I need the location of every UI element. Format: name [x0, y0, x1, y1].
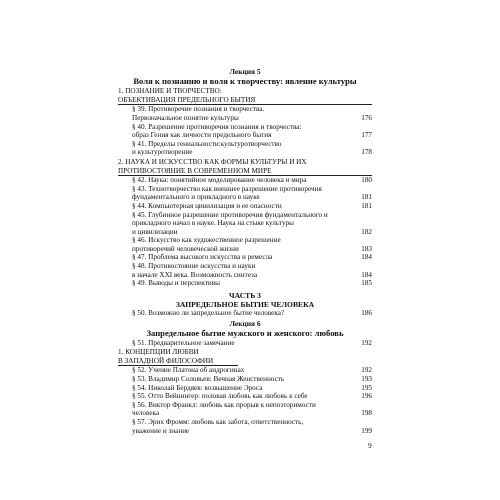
toc-entry-text: в начале XXI века. Возможность синтеза	[132, 270, 258, 279]
toc-entry-text: § 55. Отто Вейнингер: половая любовь как любовь к себе	[132, 392, 308, 401]
section-heading-line: 2. НАУКА И ИСКУССТВО КАК ФОРМЫ КУЛЬТУРЫ И ИХ	[118, 157, 307, 166]
toc-entry-text: § 51. Предварительное замечание	[132, 338, 235, 347]
toc-entry-text: уважение и знание	[132, 426, 190, 435]
table-of-contents	[118, 68, 372, 435]
toc-entry-text: человека	[132, 409, 160, 418]
toc-page-number: 196	[361, 392, 372, 401]
toc-entry-text: § 41. Пределы гениальности:культуротворчество	[132, 139, 282, 148]
toc-entry	[118, 279, 372, 288]
toc-entry-text: фундаментального и прикладного в науке	[132, 193, 260, 202]
toc-entry-text: § 49. Выводы и перспективы	[132, 279, 220, 288]
toc-page-number: 192	[361, 366, 372, 375]
toc-entry-text: § 52. Учение Платона об андрогинах	[132, 366, 245, 375]
toc-page-number: 195	[361, 383, 372, 392]
toc-page-number: 198	[361, 409, 372, 418]
toc-entry-text: Первоначальное понятие культуры	[132, 113, 239, 122]
toc-entry-text: § 44. Компьютерная цивилизация и ее опасности	[132, 201, 282, 210]
toc-entry-text: § 56. Виктор Франкл: любовь как прорыв к непозторимости	[132, 400, 316, 409]
page-number: 9	[368, 441, 372, 450]
toc-entry	[118, 384, 372, 393]
toc-page-number: 176	[361, 113, 372, 122]
toc-entry-text: § 40. Разрешение противоречия познания и творчества:	[132, 122, 302, 131]
toc-page-number: 184	[361, 253, 372, 262]
toc-page-number: 199	[361, 426, 372, 435]
toc-entry-text: § 43. Технотворчество как внешнее разрешение противоречия	[132, 184, 322, 193]
section-heading-line: 1. КОНЦЕПЦИИ ЛЮБВИ	[118, 348, 199, 357]
lecture-5-title: Воля к познанию и воля к творчеству: явление культуры	[133, 75, 357, 86]
section-heading-line: ПРОТИВОСТОЯНИЕ В СОВРЕМЕННОМ МИРЕ	[118, 166, 272, 175]
toc-entry-text: и культуротворение	[132, 148, 193, 157]
toc-page-number: 177	[361, 131, 372, 140]
toc-entry-text: § 45. Глубинное разрешение противоречия фундаментального и	[132, 210, 328, 219]
toc-entry	[118, 401, 372, 418]
toc-entry	[118, 339, 372, 348]
toc-entry-text: противоречий человеческой жизни	[132, 244, 239, 253]
part-3-label: ЧАСТЬ 3	[229, 290, 261, 300]
toc-page-number: 193	[361, 375, 372, 383]
toc-entry	[118, 253, 372, 262]
toc-entry-text: § 50. Возможно ли запредельное бытие человека?	[132, 308, 285, 317]
toc-page-number: 192	[361, 338, 372, 347]
toc-entry-text: прикладного начал в науке. Наука на стыке культуры	[132, 219, 294, 228]
toc-page-number: 183	[361, 244, 372, 253]
toc-entry-text: § 39. Противоречие познания и творчества.	[132, 105, 265, 114]
toc-entry	[118, 375, 372, 384]
toc-entry	[118, 236, 372, 253]
toc-entry-text: § 54. Николай Бердяев: возвышение Эроса	[132, 383, 263, 392]
section-heading	[118, 158, 372, 175]
toc-page-number: 181	[361, 193, 372, 202]
toc-page-number: 185	[361, 279, 372, 288]
toc-entry	[118, 185, 372, 202]
toc-entry	[118, 211, 372, 237]
section-heading	[118, 87, 372, 104]
lecture-6-title: Запредельное бытие мужского и женского: любовь	[146, 328, 344, 339]
toc-entry-text: и цивилизации	[132, 227, 178, 236]
toc-entry	[118, 392, 372, 401]
toc-page-number: 186	[361, 308, 372, 317]
toc-entry-text: § 53. Владимир Соловьев: Вечная Женственность	[132, 375, 285, 383]
toc-page-number: 184	[361, 270, 372, 279]
lecture-5-label: Лекция 5	[229, 67, 261, 76]
toc-page-number: 181	[361, 201, 372, 210]
toc-entry-text: образ Гения как личности предельного бытия	[132, 131, 272, 140]
toc-entry	[118, 366, 372, 375]
toc-page-number: 178	[361, 148, 372, 157]
section-heading-line: ОБЪЕКТИВАЦИЯ ПРЕДЕЛЬНОГО БЫТИЯ	[118, 95, 256, 104]
part-3-title: ЗАПРЕДЕЛЬНОЕ БЫТИЕ ЧЕЛОВЕКА	[175, 299, 315, 309]
section-heading	[118, 348, 372, 365]
toc-entry-text: § 47. Проблема высокого искусства и ремесла	[132, 253, 273, 262]
lecture-6-label: Лекция 6	[229, 319, 261, 329]
section-heading-line: В ЗАПАДНОЙ ФИЛОСОФИИ	[118, 356, 214, 365]
toc-entry	[118, 418, 372, 435]
toc-page-number: 182	[361, 227, 372, 236]
toc-entry-text: § 57. Эрих Фромм: любовь как забота, ответственность,	[132, 417, 304, 426]
toc-entry	[118, 105, 372, 122]
toc-entry	[118, 202, 372, 211]
section-heading-line: 1. ПОЗНАНИЕ И ТВОРЧЕСТВО:	[118, 87, 222, 96]
toc-entry	[118, 309, 372, 318]
toc-page-number: 180	[361, 176, 372, 185]
toc-entry-text: § 48. Противостояние искусства и науки	[132, 262, 256, 271]
toc-entry	[118, 176, 372, 185]
toc-entry	[118, 262, 372, 279]
toc-entry-text: § 46. Искусство как художественное разрешение	[132, 236, 281, 245]
toc-entry	[118, 140, 372, 157]
toc-entry	[118, 123, 372, 140]
toc-entry-text: § 42. Наука: понятийное моделирование человека и мира	[132, 176, 307, 185]
